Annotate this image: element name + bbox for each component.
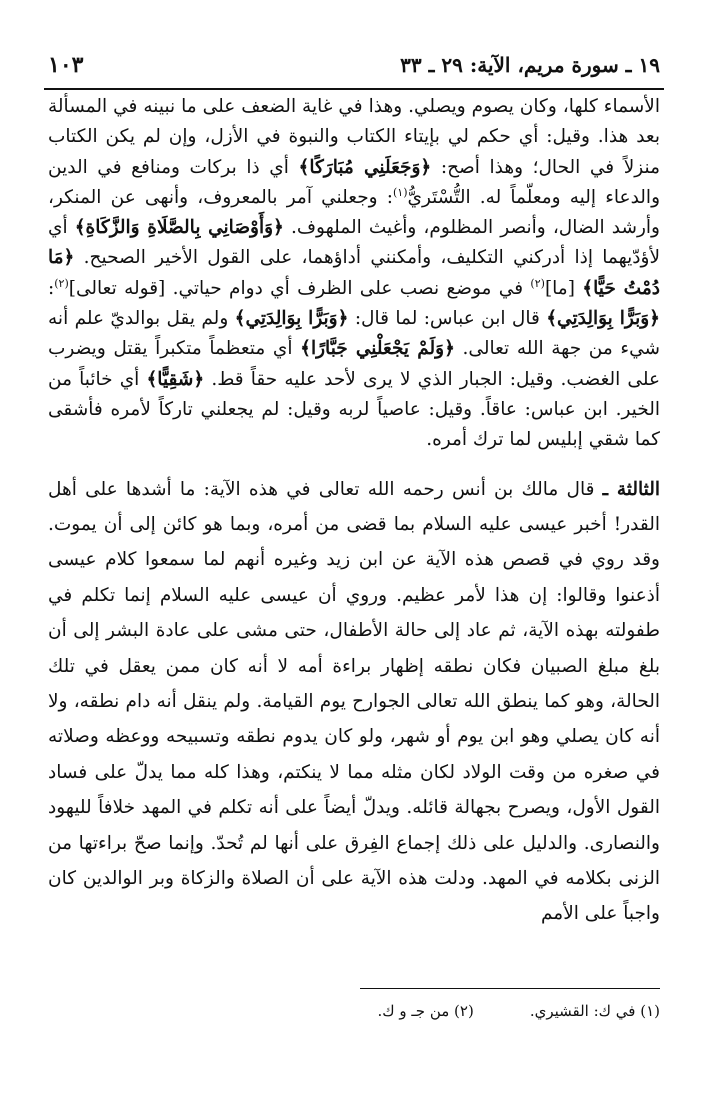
footnotes bbox=[48, 1002, 660, 1020]
quran-verse: ﴿وَجَعَلَنِي مُبَارَكًا﴾ bbox=[298, 156, 432, 178]
footnote-ref: (٢) bbox=[530, 276, 545, 290]
running-title: ١٩ ـ سورة مريم، الآية: ٢٩ ـ ٣٣ bbox=[400, 53, 660, 77]
footnote-2: (٢) من جـ و ك. bbox=[377, 1002, 474, 1020]
text-run: قال ابن عباس: لما قال: bbox=[348, 308, 547, 330]
paragraph-1 bbox=[48, 92, 660, 456]
footnote-ref: (١) bbox=[392, 185, 408, 199]
quran-verse: ﴿مَا دُمْتُ حَيًّا﴾ bbox=[48, 247, 660, 299]
paragraph-2 bbox=[48, 472, 660, 932]
text-run: : bbox=[48, 277, 55, 299]
text-run: ولم يقل بوالديّ علم أنه شيء من جهة الله تعالى. bbox=[48, 308, 660, 360]
quran-verse: ﴿وَبَرًّا بِوَالِدَتِي﴾ bbox=[234, 308, 349, 330]
text-run: أي خائباً من الخير. ابن عباس: عاقاً. وقيل: عاصياً لربه وقيل: لم يجعلني تاركاً لأمره فأشقى كما شقي إبليس لما ترك أمره. bbox=[48, 368, 660, 451]
header-rule bbox=[44, 88, 664, 90]
quran-verse: ﴿وَلَمْ يَجْعَلْنِي جَبَّارًا﴾ bbox=[300, 338, 455, 360]
text-run: أي متعظماً متكبراً يقتل ويضرب على الغضب. وقيل: الجبار الذي لا يرى لأحد عليه حقاً قط. bbox=[48, 338, 661, 390]
footnote-ref: (٢) bbox=[54, 276, 69, 290]
quran-verse: ﴿وَبَرًّا بِوَالِدَتِي﴾ bbox=[546, 308, 661, 330]
text-run: أي لأؤدّيهما إذا أدركني التكليف، وأمكنني أداؤهما، على القول الأخير الصحيح. bbox=[48, 217, 660, 269]
footnote-rule bbox=[360, 988, 660, 989]
main-text bbox=[48, 92, 660, 932]
page-header bbox=[48, 52, 660, 78]
text-run: : وجعلني آمر بالمعروف، وأنهى عن المنكر، وأرشد الضال، وأنصر المظلوم، وأغيث الملهوف. bbox=[48, 186, 660, 239]
footnote-1: (١) في ك: القشيري. bbox=[529, 1002, 660, 1020]
text-run: الأسماء كلها، وكان يصوم ويصلي. وهذا في غاية الضعف على ما نبينه في المسألة بعد هذا. وقيل: أي حكم لي بإيتاء الكتاب والنبوة في الأزل، وإن لم يكن الكتاب منزلاً في الحال؛ وهذا أصح: bbox=[48, 96, 660, 178]
quran-verse: ﴿شَقِيًّا﴾ bbox=[146, 368, 205, 390]
section-lead: الثالثة ـ bbox=[602, 478, 660, 500]
quran-verse: ﴿وَأَوْصَانِي بِالصَّلَاةِ وَالزَّكَاةِ﴾ bbox=[74, 217, 284, 239]
text-run: قال مالك بن أنس رحمه الله تعالى في هذه الآية: ما أشدها على أهل القدر! أخبر عيسى عليه السلام بما قضى من أمره، وبما هو كائن إلى أن يموت. وقد روي في قصص هذه الآية عن ابن زيد وغيره أنهم لما سمعوا كلام عيسى أذعنوا وقالوا: إن هذا لأمر عظيم. وروي أن عيسى عليه السلام إنما تكلم في طفولته بهذه الآية، ثم عاد إلى حالة الأطفال، حتى مشى على عادة البشر إلى أن بلغ مبلغ الصبيان فكان نطقه إظهار براءة أمه لا أنه كان ممن يعقل في تلك الحالة، وهو كما ينطق الله تعالى الجوارح يوم القيامة. ولم ينقل أنه دام نطقه، ولا أنه كان يصلي وهو ابن يوم أو شهر، ولو كان يدوم نطقه وتسبيحه ووعظه وصلاته في صغره من وقت الولاد لكان مثله مما لا ينكتم، وهذا كله مما يدلّ على فساد القول الأول، ويصرح بجهالة قائله. ويدلّ أيضاً على أنه تكلم في المهد خلافاً لليهود والنصارى. والدليل على ذلك إجماع الفِرق على أنها لم تُحدّ. وإنما صحّ براءتها من الزنى بكلامه في المهد. ودلت هذه الآية على أن الصلاة والزكاة وبر الوالدين كان واجباً على الأمم bbox=[48, 478, 660, 925]
text-run: في موضع نصب على الظرف أي دوام حياتي. [قوله تعالى] bbox=[68, 277, 531, 299]
text-run: [ما] bbox=[544, 277, 583, 299]
page-number: ١٠٣ bbox=[48, 52, 84, 78]
text-run: أي ذا بركات ومنافع في الدين والدعاء إليه ومعلّماً له. التُّسْتَريُّ bbox=[48, 156, 660, 208]
